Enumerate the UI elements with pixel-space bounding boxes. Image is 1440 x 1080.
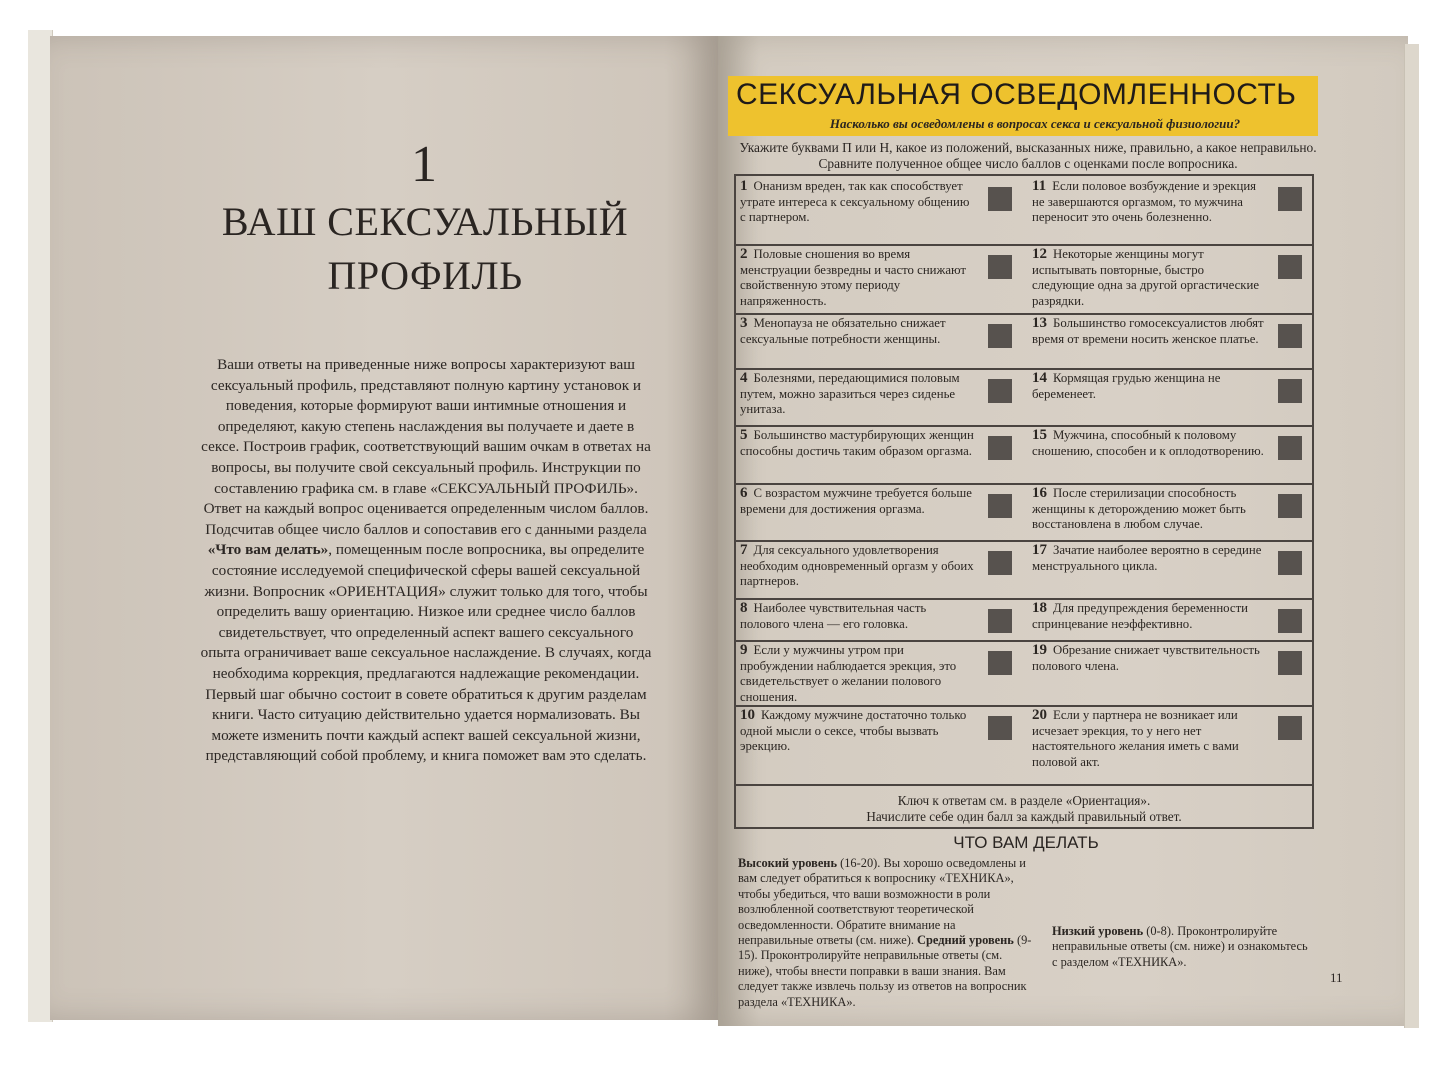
row-divider bbox=[736, 540, 1312, 542]
question-number: 3 bbox=[740, 315, 748, 331]
question-text-block bbox=[1032, 371, 1268, 402]
answer-checkbox[interactable] bbox=[988, 187, 1012, 211]
row-divider bbox=[736, 313, 1312, 315]
question-item bbox=[740, 601, 1022, 639]
answer-checkbox[interactable] bbox=[988, 716, 1012, 740]
question-number: 10 bbox=[740, 707, 755, 723]
row-divider bbox=[736, 784, 1312, 786]
question-item bbox=[740, 371, 1022, 424]
row-divider bbox=[736, 425, 1312, 427]
question-item bbox=[1032, 643, 1312, 704]
question-text: Онанизм вреден, так как способствует утрате интереса к сексуальному общению с партнером. bbox=[740, 179, 970, 224]
intro-text: Ваши ответы на приведенные ниже вопросы характеризуют ваш сексуальный профиль, представляют полную картину установок и поведения, которые формируют ваши интимные отношения и определяют, какую степень наслаждения вы получаете и даете в сексе. Построив график, соответствующий вашим очкам в ответах на вопросы, вы получите свой сексуальный профиль. Инструкции по составлению графика см. в главе «СЕКСУАЛЬНЫЙ ПРОФИЛЬ». Ответ на каждый вопрос оценивается определенным числом баллов. Подсчитав общее число баллов и сопоставив его с данными раздела bbox=[201, 356, 651, 538]
question-text: Кормящая грудью женщина не беременеет. bbox=[1032, 371, 1221, 401]
answer-checkbox[interactable] bbox=[1278, 651, 1302, 675]
answer-checkbox[interactable] bbox=[988, 379, 1012, 403]
question-text: Наиболее чувствительная часть полового члена — его головка. bbox=[740, 601, 927, 631]
answer-checkbox[interactable] bbox=[1278, 324, 1302, 348]
question-text-block bbox=[740, 543, 978, 590]
question-text: Болезнями, передающимися половым путем, можно заразиться через сиденье унитаза. bbox=[740, 371, 960, 416]
question-text-block bbox=[740, 371, 978, 418]
question-number: 13 bbox=[1032, 315, 1047, 331]
key-line: Ключ к ответам см. в разделе «Ориентация». bbox=[897, 793, 1151, 808]
question-number: 11 bbox=[1032, 178, 1047, 194]
question-item bbox=[1032, 247, 1312, 312]
question-text: После стерилизации способность женщины к деторождению может быть восстановлена в любом случае. bbox=[1032, 486, 1246, 531]
question-text-block bbox=[740, 179, 978, 226]
chapter-number: 1 bbox=[411, 136, 437, 193]
answer-checkbox[interactable] bbox=[988, 494, 1012, 518]
question-item bbox=[1032, 179, 1312, 243]
answer-checkbox[interactable] bbox=[988, 609, 1012, 633]
question-text: Большинство гомосексуалистов любят время от времени носить женское платье. bbox=[1032, 316, 1264, 346]
key-line: Начислите себе один балл за каждый правильный ответ. bbox=[866, 809, 1182, 824]
question-text-block bbox=[1032, 428, 1268, 459]
question-text: Если у мужчины утром при пробуждении наблюдается эрекция, это свидетельствует о желании полового сношения. bbox=[740, 643, 957, 704]
page-number: 11 bbox=[1330, 970, 1343, 985]
question-item bbox=[1032, 316, 1312, 367]
question-text: Менопауза не обязательно снижает сексуальные потребности женщины. bbox=[740, 316, 946, 346]
question-number: 1 bbox=[740, 178, 748, 194]
question-number: 19 bbox=[1032, 642, 1047, 658]
question-text-block bbox=[1032, 643, 1268, 674]
question-item bbox=[740, 708, 1022, 781]
question-text-block bbox=[740, 643, 978, 705]
question-text: Некоторые женщины могут испытывать повторные, быстро следующие одна за другой оргастические разрядки. bbox=[1032, 247, 1260, 308]
question-text-block bbox=[1032, 247, 1268, 309]
question-number: 16 bbox=[1032, 485, 1047, 501]
answer-checkbox[interactable] bbox=[1278, 551, 1302, 575]
question-text: Для сексуального удовлетворения необходим одновременный оргазм у обоих партнеров. bbox=[740, 543, 974, 588]
mid-level-label: Средний уровень bbox=[917, 933, 1014, 948]
what-to-do-title: ЧТО ВАМ ДЕЛАТЬ bbox=[953, 833, 1099, 852]
question-text-block bbox=[740, 708, 978, 755]
question-number: 4 bbox=[740, 370, 748, 386]
question-text-block bbox=[1032, 543, 1268, 574]
question-item bbox=[740, 316, 1022, 367]
high-level-label: Высокий уровень bbox=[738, 856, 838, 870]
question-number: 9 bbox=[740, 642, 748, 658]
chapter-title-line: ПРОФИЛЬ bbox=[327, 253, 523, 298]
question-text: Обрезание снижает чувствительность полового члена. bbox=[1032, 643, 1260, 673]
answer-checkbox[interactable] bbox=[988, 255, 1012, 279]
question-text: С возрастом мужчине требуется больше времени для достижения оргазма. bbox=[740, 486, 972, 516]
row-divider bbox=[736, 483, 1312, 485]
answer-checkbox[interactable] bbox=[988, 324, 1012, 348]
question-text-block bbox=[740, 247, 978, 309]
question-item bbox=[740, 247, 1022, 312]
question-number: 12 bbox=[1032, 246, 1047, 262]
high-level-text: (16-20). Вы хорошо осведомлены и вам следует обратиться к вопроснику «ТЕХНИКА», чтобы убедиться, что ваши возможности в роли возлюбленной соответствуют теоретической осведомленности. Обратите внимание на неправильные ответы (см. ниже). bbox=[738, 856, 1026, 948]
question-text: Если у партнера не возникает или исчезает эрекция, то у него нет настоятельного желания иметь с вами половой акт. bbox=[1032, 708, 1239, 769]
answer-checkbox[interactable] bbox=[1278, 255, 1302, 279]
question-number: 15 bbox=[1032, 427, 1047, 443]
row-divider bbox=[736, 244, 1312, 246]
question-text: Большинство мастурбирующих женщин способны достичь таким образом оргазма. bbox=[740, 428, 974, 458]
question-text: Зачатие наиболее вероятно в середине менструального цикла. bbox=[1032, 543, 1262, 573]
question-text: Мужчина, способный к половому сношению, способен и к оплодотворению. bbox=[1032, 428, 1264, 458]
question-number: 6 bbox=[740, 485, 748, 501]
question-item bbox=[1032, 601, 1312, 639]
intro-bold: «Что вам делать» bbox=[207, 541, 329, 559]
question-text-block bbox=[1032, 316, 1268, 347]
low-level-text: (0-8). Проконтролируйте неправильные ответы (см. ниже) и ознакомьтесь с разделом «ТЕХНИКА». bbox=[1052, 924, 1308, 969]
question-text-block bbox=[740, 428, 978, 459]
answer-checkbox[interactable] bbox=[1278, 609, 1302, 633]
page-edge bbox=[1404, 44, 1419, 1028]
answer-checkbox[interactable] bbox=[1278, 716, 1302, 740]
question-number: 20 bbox=[1032, 707, 1047, 723]
row-divider bbox=[736, 705, 1312, 707]
chapter-title-line: ВАШ СЕКСУАЛЬНЫЙ bbox=[221, 199, 629, 244]
answer-checkbox[interactable] bbox=[1278, 187, 1302, 211]
question-number: 8 bbox=[740, 600, 748, 616]
question-text: Половые сношения во время менструации безвредны и часто снижают свойственную этому периоду напряженность. bbox=[740, 247, 967, 308]
results-column-left bbox=[738, 856, 1032, 1010]
answer-checkbox[interactable] bbox=[988, 651, 1012, 675]
chapter-title bbox=[180, 195, 670, 303]
quiz-instructions: Укажите буквами П или Н, какое из положений, высказанных ниже, правильно, а какое неправильно. Сравните полученное общее число баллов с оценками после вопросника. bbox=[739, 140, 1317, 171]
question-item bbox=[1032, 708, 1312, 781]
question-number: 17 bbox=[1032, 542, 1047, 558]
answer-key-note bbox=[736, 793, 1312, 825]
question-item bbox=[1032, 371, 1312, 424]
row-divider bbox=[736, 598, 1312, 600]
answer-checkbox[interactable] bbox=[1278, 436, 1302, 460]
question-number: 18 bbox=[1032, 600, 1047, 616]
question-text-block bbox=[1032, 486, 1268, 533]
question-text-block bbox=[740, 601, 978, 632]
question-text-block bbox=[740, 486, 978, 517]
question-item bbox=[740, 543, 1022, 597]
question-number: 7 bbox=[740, 542, 748, 558]
intro-paragraph bbox=[198, 355, 654, 767]
answer-checkbox[interactable] bbox=[1278, 494, 1302, 518]
answer-checkbox[interactable] bbox=[1278, 379, 1302, 403]
question-item bbox=[740, 486, 1022, 539]
question-item bbox=[740, 179, 1022, 243]
row-divider bbox=[736, 368, 1312, 370]
question-number: 5 bbox=[740, 427, 748, 443]
question-text: Каждому мужчине достаточно только одной мысли о сексе, чтобы вызвать эрекцию. bbox=[740, 708, 967, 753]
answer-checkbox[interactable] bbox=[988, 436, 1012, 460]
row-divider bbox=[736, 640, 1312, 642]
question-number: 2 bbox=[740, 246, 748, 262]
question-text-block bbox=[1032, 601, 1268, 632]
intro-text: , помещенным после вопросника, вы определите состояние исследуемой специфической сферы вашей сексуальной жизни. Вопросник «ОРИЕНТАЦИЯ» служит только для того, чтобы определить вашу ориентацию. Низкое или среднее число баллов свидетельствует, что определенный аспект вашего сексуального опыта ограничивает ваше сексуальное наслаждение. В случаях, когда необходима коррекция, предлагаются надлежащие рекомендации. Первый шаг обычно состоит в совете обратиться к другим разделам книги. Часто ситуацию действительно удается нормализовать. Вы можете изменить почти каждый аспект вашей сексуальной жизни, представляющий собой проблему, и книга поможет вам это сделать. bbox=[200, 541, 652, 765]
question-number: 14 bbox=[1032, 370, 1047, 386]
results-column-right bbox=[1052, 924, 1316, 970]
question-text-block bbox=[1032, 179, 1268, 226]
question-text: Для предупреждения беременности спринцевание неэффективно. bbox=[1032, 601, 1249, 631]
quiz-subtitle: Насколько вы осведомлены в вопросах секса и сексуальной физиологии? bbox=[829, 116, 1241, 131]
low-level-label: Низкий уровень bbox=[1052, 924, 1144, 938]
mid-level-text: (9-15). Проконтролируйте неправильные ответы (см. ниже), чтобы внести поправки в ваши знания. Вам следует также извлечь пользу из ответов на вопросник раздела «ТЕХНИКА». bbox=[738, 933, 1032, 1009]
quiz-title: СЕКСУАЛЬНАЯ ОСВЕДОМЛЕННОСТЬ bbox=[736, 78, 1297, 111]
question-item bbox=[740, 643, 1022, 704]
question-item bbox=[1032, 543, 1312, 597]
question-text: Если половое возбуждение и эрекция не завершаются оргазмом, то мужчина переносит это очень болезненно. bbox=[1032, 179, 1257, 224]
question-item bbox=[740, 428, 1022, 482]
question-item bbox=[1032, 428, 1312, 482]
question-item bbox=[1032, 486, 1312, 539]
question-text-block bbox=[1032, 708, 1268, 770]
question-text-block bbox=[740, 316, 978, 347]
answer-checkbox[interactable] bbox=[988, 551, 1012, 575]
